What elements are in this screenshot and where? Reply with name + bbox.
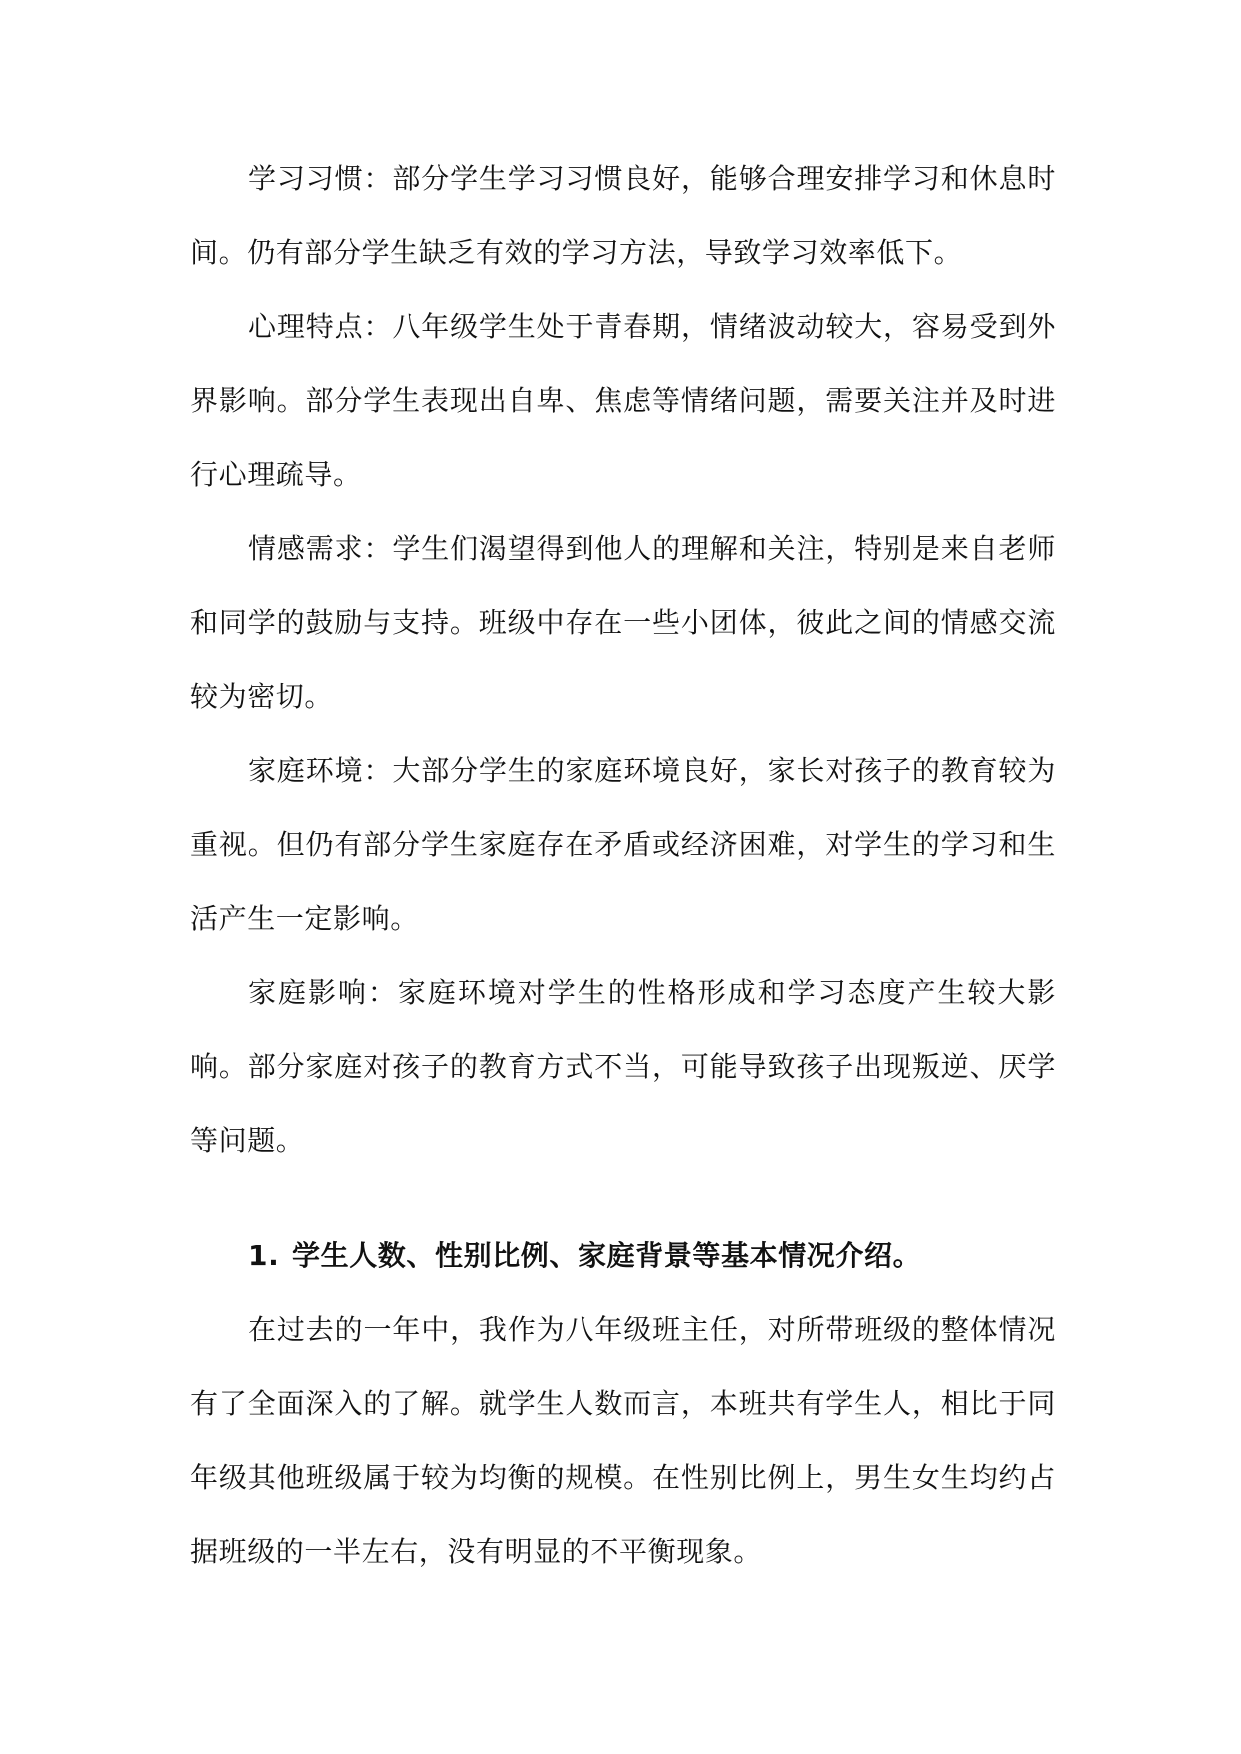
paragraph-family-environment: 家庭环境：大部分学生的家庭环境良好，家长对孩子的教育较为重视。但仍有部分学生家庭存在矛盾或经济困难，对学生的学习和生活产生一定影响。 — [190, 754, 1056, 935]
paragraph-study-habits: 学习习惯：部分学生学习习惯良好，能够合理安排学习和休息时间。仍有部分学生缺乏有效的学习方法，导致学习效率低下。 — [190, 162, 1056, 269]
paragraph-emotional-needs: 情感需求：学生们渴望得到他人的理解和关注，特别是来自老师和同学的鼓励与支持。班级中存在一些小团体，彼此之间的情感交流较为密切。 — [190, 532, 1056, 713]
section-title: 学生人数、性别比例、家庭背景等基本情况介绍。 — [292, 1239, 922, 1272]
document-body — [190, 142, 1056, 1589]
section-heading — [190, 1219, 1056, 1293]
paragraph-family-influence: 家庭影响：家庭环境对学生的性格形成和学习态度产生较大影响。部分家庭对孩子的教育方式不当，可能导致孩子出现叛逆、厌学等问题。 — [190, 976, 1056, 1157]
paragraph-psychological-traits: 心理特点：八年级学生处于青春期，情绪波动较大，容易受到外界影响。部分学生表现出自卑、焦虑等情绪问题，需要关注并及时进行心理疏导。 — [190, 310, 1056, 491]
paragraph-class-overview: 在过去的一年中，我作为八年级班主任，对所带班级的整体情况有了全面深入的了解。就学生人数而言，本班共有学生人，相比于同年级其他班级属于较为均衡的规模。在性别比例上，男生女生均约占据班级的一半左右，没有明显的不平衡现象。 — [190, 1313, 1056, 1568]
section-number: 1. — [248, 1239, 280, 1272]
